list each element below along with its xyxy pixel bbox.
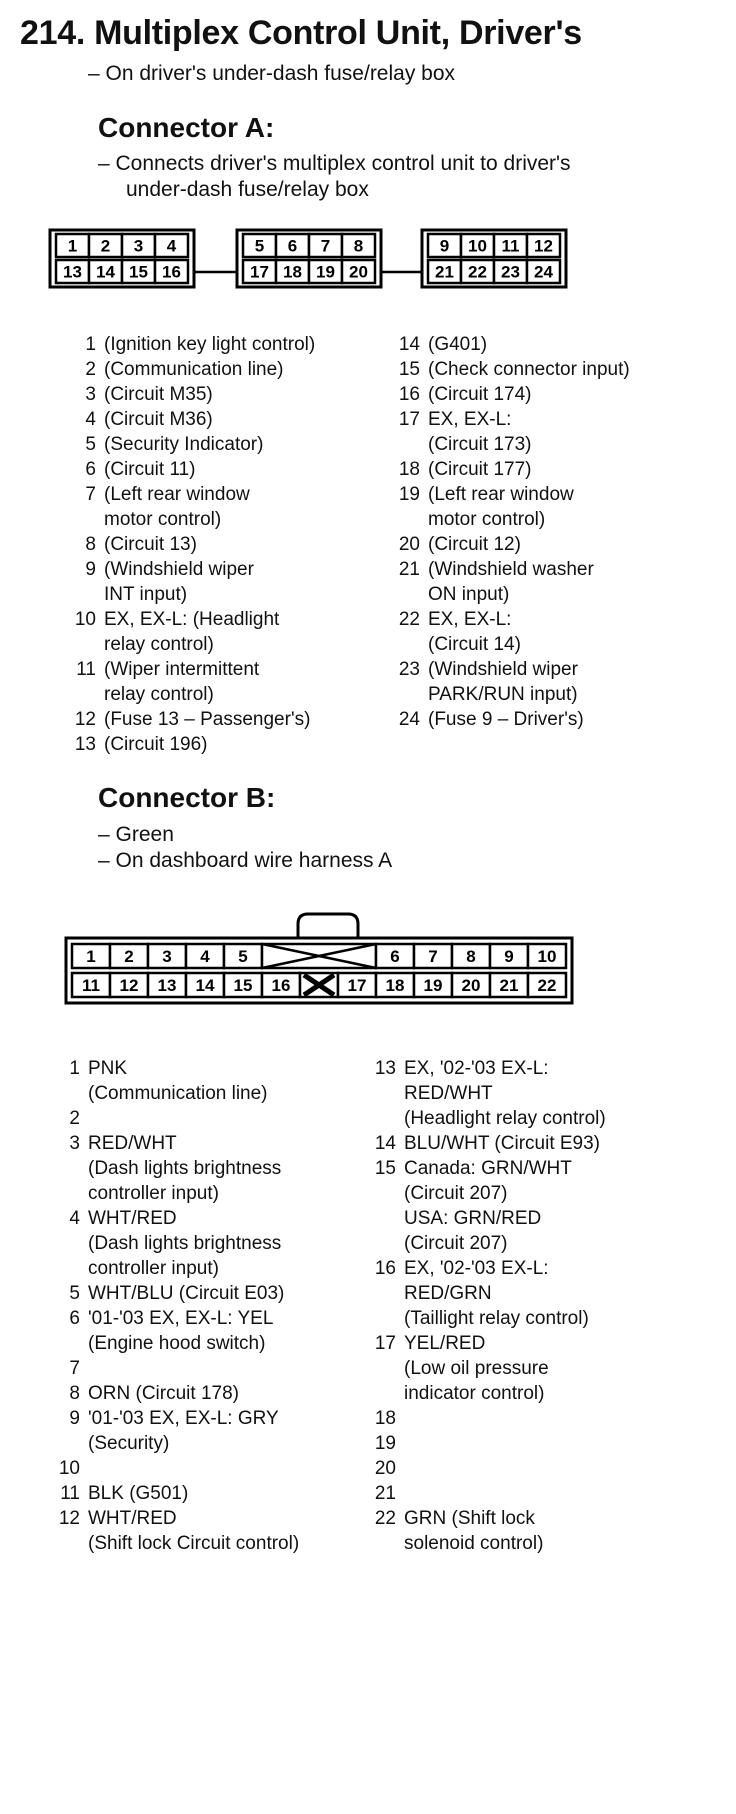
pin-description-line: controller input) (88, 1183, 219, 1204)
pin-label: 15 (129, 262, 148, 282)
pin-description (104, 432, 366, 457)
pin-description (428, 657, 730, 707)
pin-label: 7 (320, 236, 331, 256)
pin-description-line: (Circuit 174) (428, 384, 532, 405)
pin-label: 11 (82, 976, 100, 995)
pin-number: 6 (85, 459, 96, 480)
pin-description-line: (Fuse 13 – Passenger's) (104, 709, 311, 730)
pin-description-line: INT input) (104, 584, 188, 605)
pin-description-line: ON input) (428, 584, 510, 605)
pin-description (104, 482, 366, 532)
pin-description (428, 607, 730, 657)
pin-number: 10 (74, 609, 96, 630)
pin-description-line (404, 1406, 726, 1431)
pin-label: 23 (501, 262, 520, 282)
pin-description-line: controller input) (88, 1258, 219, 1279)
pin-description (104, 607, 366, 657)
pin-description (428, 532, 730, 557)
pin-row (390, 457, 730, 482)
pin-description (104, 557, 366, 607)
pin-description (104, 732, 366, 757)
pin-description-line (404, 1431, 726, 1456)
pin-label: 20 (461, 976, 481, 995)
pin-description (404, 1456, 726, 1481)
pin-description-line: (Communication line) (104, 359, 284, 380)
pin-row (366, 1056, 726, 1131)
pin-description-line: (Circuit 207) (404, 1183, 508, 1204)
pin-description (104, 532, 366, 557)
pin-description-line: EX, '02-'03 EX-L: (404, 1258, 549, 1279)
pin-description-line: WHT/BLU (Circuit E03) (88, 1283, 285, 1304)
pin-description-line: BLU/WHT (Circuit E93) (404, 1133, 601, 1154)
pin-number: 4 (85, 409, 96, 430)
pin-label: 2 (124, 947, 134, 966)
pin-number: 11 (76, 659, 96, 680)
pin-label: 1 (67, 236, 78, 256)
pin-description-line: Canada: GRN/WHT (404, 1158, 572, 1179)
pin-description (88, 1056, 380, 1106)
pin-row (50, 1406, 380, 1456)
pin-label: 12 (119, 976, 139, 995)
pin-row (66, 457, 366, 482)
pin-description (104, 382, 366, 407)
pin-description-line: WHT/RED (88, 1208, 177, 1229)
pin-description-line: motor control) (428, 509, 546, 530)
pin-label: 12 (534, 236, 553, 256)
pin-row (390, 382, 730, 407)
pin-description (88, 1506, 380, 1556)
pin-label: 19 (423, 976, 443, 995)
connector-a-heading: Connector A: (98, 112, 275, 143)
pin-description-line (404, 1481, 726, 1506)
pin-description-line: (Dash lights brightness (88, 1233, 282, 1254)
pin-description (428, 707, 730, 732)
pin-description-line: (Left rear window (428, 484, 574, 505)
pin-description (404, 1056, 726, 1131)
connector-a-note-1: – Connects driver's multiplex control unit to driver's (98, 152, 571, 175)
pin-number: 5 (85, 434, 96, 455)
pin-description (104, 707, 366, 732)
pin-label: 10 (537, 947, 557, 966)
pin-description-line: relay control) (104, 684, 214, 705)
pin-number: 21 (398, 559, 420, 580)
pin-description-line: (Dash lights brightness (88, 1158, 282, 1179)
pin-number: 17 (398, 409, 420, 430)
pin-description-line: (Windshield wiper (428, 659, 578, 680)
pin-row (66, 732, 366, 757)
pin-number: 1 (85, 334, 96, 355)
pin-number: 8 (85, 534, 96, 555)
pin-label: 5 (238, 947, 248, 966)
pin-row (50, 1281, 380, 1306)
lock-tab (298, 914, 358, 938)
pin-description-line: BLK (G501) (88, 1483, 189, 1504)
pin-number: 2 (69, 1108, 80, 1129)
pin-label: 9 (439, 236, 450, 256)
pin-label: 2 (100, 236, 111, 256)
pin-label: 6 (287, 236, 298, 256)
pin-label: 7 (428, 947, 438, 966)
pin-row (50, 1206, 380, 1281)
connector-b-note-2: – On dashboard wire harness A (98, 849, 393, 872)
pin-description-line: (Circuit 11) (104, 459, 196, 480)
pin-description (104, 457, 366, 482)
pin-number: 20 (374, 1458, 396, 1479)
pin-label: 15 (233, 976, 253, 995)
pin-description-line: (Circuit 12) (428, 534, 521, 555)
pin-description (404, 1156, 726, 1256)
pin-description (404, 1481, 726, 1506)
pin-description (88, 1131, 380, 1206)
pin-number: 18 (398, 459, 420, 480)
pin-description-line: (Left rear window (104, 484, 250, 505)
connector-b-pins-right (366, 1056, 726, 1556)
pin-label: 16 (162, 262, 181, 282)
pin-description-line: EX, EX-L: (428, 609, 512, 630)
pin-number: 16 (374, 1258, 396, 1279)
pin-number: 14 (374, 1133, 396, 1154)
pin-description (404, 1406, 726, 1431)
pin-number: 1 (69, 1058, 80, 1079)
pin-label: 10 (468, 236, 487, 256)
pin-label: 14 (195, 976, 215, 995)
pin-label: 3 (133, 236, 144, 256)
pin-number: 9 (85, 559, 96, 580)
pin-label: 4 (166, 236, 177, 256)
pin-description-line: (Circuit 196) (104, 734, 208, 755)
pin-description-line: ORN (Circuit 178) (88, 1383, 239, 1404)
pin-description (104, 332, 366, 357)
pin-row (50, 1381, 380, 1406)
pin-label: 24 (534, 262, 553, 282)
pin-description-line (88, 1456, 380, 1481)
pin-row (50, 1356, 380, 1381)
pin-row (66, 532, 366, 557)
pin-description (428, 382, 730, 407)
pin-description (404, 1256, 726, 1331)
pin-row (50, 1106, 380, 1131)
connector-a-diagram (0, 222, 736, 302)
pin-description-line: USA: GRN/RED (404, 1208, 542, 1229)
pin-row (66, 407, 366, 432)
pin-description (88, 1106, 380, 1131)
pin-description-line: RED/WHT (404, 1083, 493, 1104)
pin-description (428, 557, 730, 607)
pin-number: 22 (374, 1508, 396, 1529)
pin-description-line: (Circuit M35) (104, 384, 213, 405)
pin-description-line: RED/WHT (88, 1133, 177, 1154)
pin-row (366, 1156, 726, 1256)
pin-number: 20 (398, 534, 420, 555)
pin-number: 7 (85, 484, 96, 505)
pin-number: 10 (58, 1458, 80, 1479)
connector-b-diagram (0, 902, 736, 1012)
pin-label: 21 (435, 262, 454, 282)
pin-description-line: EX, EX-L: (Headlight (104, 609, 280, 630)
pin-description (88, 1456, 380, 1481)
pin-description-line: YEL/RED (404, 1333, 486, 1354)
pin-number: 16 (398, 384, 420, 405)
pin-description-line: motor control) (104, 509, 222, 530)
pin-row (366, 1506, 726, 1556)
pin-description (88, 1306, 380, 1356)
pin-description-line: (Circuit 177) (428, 459, 532, 480)
pin-label: 22 (537, 976, 557, 995)
pin-row (390, 557, 730, 607)
pin-row (390, 532, 730, 557)
pin-row (66, 657, 366, 707)
pin-label: 3 (162, 947, 172, 966)
pin-description (88, 1381, 380, 1406)
pin-row (66, 332, 366, 357)
pin-description-line: (Circuit 13) (104, 534, 197, 555)
pin-row (390, 332, 730, 357)
pin-description-line: (Wiper intermittent (104, 659, 260, 680)
pin-number: 15 (374, 1158, 396, 1179)
pin-number: 9 (69, 1408, 80, 1429)
pin-description (428, 407, 730, 457)
pin-description-line: (Circuit 207) (404, 1233, 508, 1254)
pin-row (66, 607, 366, 657)
pin-label: 21 (499, 976, 519, 995)
pin-description-line: (Engine hood switch) (88, 1333, 266, 1354)
page-title: 214. Multiplex Control Unit, Driver's (20, 14, 582, 52)
pin-row (50, 1306, 380, 1356)
pin-description-line: (Circuit 173) (428, 434, 532, 455)
pin-row (366, 1456, 726, 1481)
pin-number: 5 (69, 1283, 80, 1304)
pin-number: 12 (58, 1508, 80, 1529)
pin-label: 16 (271, 976, 291, 995)
pin-description-line: (Windshield wiper (104, 559, 254, 580)
pin-row (66, 357, 366, 382)
pin-number: 6 (69, 1308, 80, 1329)
connector-a-note-2: under-dash fuse/relay box (126, 178, 369, 201)
pin-description (428, 357, 730, 382)
connector-b-note-1: – Green (98, 823, 174, 846)
pin-description (88, 1481, 380, 1506)
pin-description-line: (Circuit 14) (428, 634, 521, 655)
pin-description-line: RED/GRN (404, 1283, 492, 1304)
pin-label: 18 (385, 976, 405, 995)
pin-label: 11 (501, 236, 520, 256)
pin-number: 8 (69, 1383, 80, 1404)
pin-label: 13 (157, 976, 177, 995)
pin-row (66, 707, 366, 732)
pin-label: 13 (63, 262, 82, 282)
pin-description-line: (Ignition key light control) (104, 334, 316, 355)
pin-label: 14 (96, 262, 115, 282)
connector-b-pins-left (50, 1056, 380, 1556)
pin-row (366, 1331, 726, 1406)
pin-description (428, 457, 730, 482)
pin-description (104, 657, 366, 707)
pin-description-line: EX, EX-L: (428, 409, 512, 430)
pin-description-line: (Headlight relay control) (404, 1108, 606, 1129)
pin-description (104, 407, 366, 432)
pin-number: 2 (85, 359, 96, 380)
pin-label: 1 (86, 947, 96, 966)
pin-description-line: (Taillight relay control) (404, 1308, 589, 1329)
pin-label: 5 (254, 236, 265, 256)
pin-description-line (88, 1356, 380, 1381)
pin-number: 13 (74, 734, 96, 755)
pin-number: 21 (374, 1483, 396, 1504)
pin-label: 17 (347, 976, 367, 995)
pin-label: 4 (200, 947, 210, 966)
pin-description (104, 357, 366, 382)
pin-row (390, 707, 730, 732)
pin-number: 15 (398, 359, 420, 380)
pin-description-line: solenoid control) (404, 1533, 544, 1554)
pin-description-line: PNK (88, 1058, 128, 1079)
pin-description-line: (Security) (88, 1433, 170, 1454)
pin-number: 18 (374, 1408, 396, 1429)
pin-label: 20 (349, 262, 368, 282)
pin-description (404, 1431, 726, 1456)
pin-number: 22 (398, 609, 420, 630)
pin-number: 14 (398, 334, 420, 355)
pin-description-line: (Fuse 9 – Driver's) (428, 709, 584, 730)
pin-description-line (88, 1106, 380, 1131)
pin-number: 19 (374, 1433, 396, 1454)
pin-description-line: (Circuit M36) (104, 409, 213, 430)
pin-label: 19 (316, 262, 335, 282)
pin-label: 8 (466, 947, 476, 966)
pin-row (50, 1131, 380, 1206)
pin-description (88, 1206, 380, 1281)
pin-row (50, 1056, 380, 1106)
pin-description (404, 1506, 726, 1556)
pin-number: 7 (69, 1358, 80, 1379)
pin-label: 17 (250, 262, 269, 282)
pin-row (366, 1131, 726, 1156)
connector-b-heading: Connector B: (98, 782, 276, 813)
pin-description (428, 332, 730, 357)
pin-description (88, 1281, 380, 1306)
pin-row (390, 357, 730, 382)
pin-label: 8 (353, 236, 364, 256)
pin-description-line: '01-'03 EX, EX-L: YEL (88, 1308, 274, 1329)
pin-row (66, 557, 366, 607)
pin-row (366, 1406, 726, 1431)
pin-description-line: (Low oil pressure (404, 1358, 549, 1379)
pin-description-line: EX, '02-'03 EX-L: (404, 1058, 549, 1079)
pin-number: 13 (374, 1058, 396, 1079)
pin-row (366, 1256, 726, 1331)
pin-row (390, 657, 730, 707)
pin-row (366, 1481, 726, 1506)
pin-label: 18 (283, 262, 302, 282)
pin-label: 6 (390, 947, 400, 966)
pin-row (366, 1431, 726, 1456)
pin-number: 3 (85, 384, 96, 405)
pin-row (50, 1481, 380, 1506)
pin-row (66, 482, 366, 532)
pin-description-line: indicator control) (404, 1383, 545, 1404)
pin-row (66, 382, 366, 407)
pin-number: 17 (374, 1333, 396, 1354)
pin-label: 9 (504, 947, 514, 966)
pin-number: 12 (74, 709, 96, 730)
pin-description-line: '01-'03 EX, EX-L: GRY (88, 1408, 279, 1429)
pin-row (390, 482, 730, 532)
pin-description-line (404, 1456, 726, 1481)
pin-number: 4 (69, 1208, 80, 1229)
pin-description-line: WHT/RED (88, 1508, 177, 1529)
connector-a-pins-right (390, 332, 730, 732)
pin-row (50, 1506, 380, 1556)
pin-description-line: (Security Indicator) (104, 434, 264, 455)
pin-description-line: (Check connector input) (428, 359, 630, 380)
pin-description (404, 1131, 726, 1156)
pin-description-line: (Communication line) (88, 1083, 268, 1104)
pin-description (88, 1406, 380, 1456)
connector-a-pins-left (66, 332, 366, 757)
pin-row (390, 607, 730, 657)
pin-row (390, 407, 730, 457)
pin-number: 3 (69, 1133, 80, 1154)
pin-description (88, 1356, 380, 1381)
pin-description-line: (Windshield washer (428, 559, 594, 580)
location-note: – On driver's under-dash fuse/relay box (88, 62, 456, 85)
pin-description-line: (Shift lock Circuit control) (88, 1533, 300, 1554)
pin-number: 23 (398, 659, 420, 680)
pin-number: 19 (398, 484, 420, 505)
pin-description-line: relay control) (104, 634, 214, 655)
pin-description-line: PARK/RUN input) (428, 684, 578, 705)
pin-number: 11 (60, 1483, 80, 1504)
pin-description-line: GRN (Shift lock (404, 1508, 535, 1529)
pin-label: 22 (468, 262, 487, 282)
pin-number: 24 (398, 709, 420, 730)
pin-description (428, 482, 730, 532)
pin-description-line: (G401) (428, 334, 488, 355)
pin-description (404, 1331, 726, 1406)
pin-row (50, 1456, 380, 1481)
pin-row (66, 432, 366, 457)
